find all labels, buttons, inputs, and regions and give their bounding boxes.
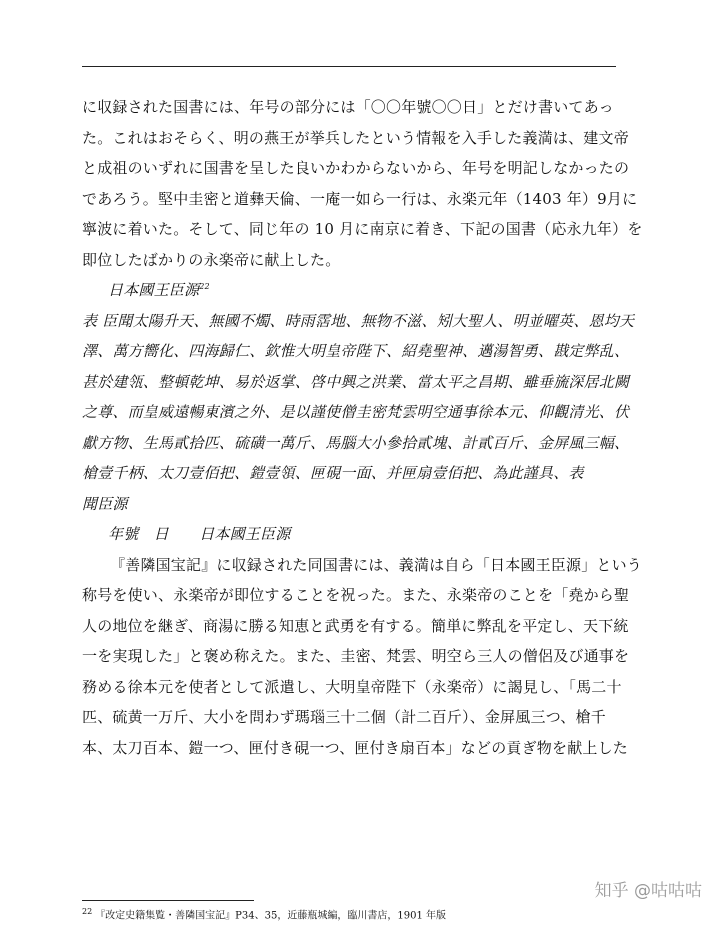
footnote-mark: 22 <box>82 907 93 916</box>
text-line-content: た。これはおそらく、明の燕王が挙兵したという情報を入手した義満は、建文帝 <box>82 128 629 147</box>
text-line <box>82 733 629 764</box>
text-line <box>82 397 630 428</box>
text-line <box>82 123 629 154</box>
text-line <box>82 92 622 123</box>
text-line-content: であろう。堅中圭密と道彝天倫、一庵一如ら一行は、永楽元年（1403 年）9月に <box>82 189 638 208</box>
text-line <box>82 672 622 703</box>
text-line-content: 匹、硫黄一万斤、大小を問わず瑪瑙三十二個（計二百斤）、金屏風三つ、槍千 <box>82 708 606 726</box>
footnote-reference: 22 <box>199 282 210 291</box>
text-line-content: 聞臣源 <box>82 494 128 513</box>
text-line <box>82 367 630 398</box>
text-line <box>82 519 622 550</box>
text-line <box>82 153 630 184</box>
text-line <box>82 336 630 367</box>
text-line-content: 一を実現した」と褒め称えた。また、圭密、梵雲、明空ら三人の僧侶及び通事を <box>82 647 630 665</box>
text-line-content: 即位したばかりの永楽帝に献上した。 <box>82 250 341 269</box>
footnote-text: 『改定史籍集覧・善隣国宝記』P34、35，近藤瓶城編，臨川書店，1901 年版 <box>95 910 446 922</box>
text-line-content: 本、太刀百本、鎧一つ、匣付き硯一つ、匣付き扇百本」などの貢ぎ物を献上した <box>82 738 629 757</box>
header-rule <box>82 66 616 67</box>
text-line <box>82 550 643 581</box>
text-line-content: 之尊、而皇威遠暢東濱之外、是以謹使僧圭密梵雲明空通事徐本元、仰觀清光、伏 <box>82 403 630 421</box>
document-body <box>82 92 643 763</box>
text-line <box>82 214 643 245</box>
text-line-content: 澤、萬方嚮化、四海歸仁、欽惟大明皇帝陛下、紹堯聖神、邁湯智勇、戡定弊乱、 <box>82 342 630 360</box>
text-line-content: 称号を使い、永楽帝が即位することを祝った。また、永楽帝のことを「堯から聖 <box>82 586 630 604</box>
text-line-content: と成祖のいずれに国書を呈した良いかわからないから、年号を明記しなかったの <box>82 159 630 177</box>
text-line-content: 槍壹千柄、太刀壹佰把、鎧壹領、匣硯一面、并匣扇壹佰把、為此謹具、表 <box>82 464 584 482</box>
text-line <box>82 641 630 672</box>
footnote-rule <box>82 900 254 901</box>
text-line-content: 獻方物、生馬貳拾匹、硫磺一萬斤、馬腦大小參拾貳塊、計貳百斤、金屏風三幅、 <box>82 433 630 452</box>
text-line-content: 務める徐本元を使者として派遣し、大明皇帝陛下（永楽帝）に謁見し、「馬二十 <box>82 677 622 696</box>
text-line <box>82 580 630 611</box>
text-line <box>82 702 622 733</box>
text-line-content: 年號 日 日本國王臣源 <box>108 525 291 543</box>
watermark: 知乎 @咕咕咕 <box>594 881 702 901</box>
text-line-content: 甚於建瓴、整頓乾坤、易於返掌、啓中興之洪業、當太平之昌期、雖垂旒深居北闕 <box>82 372 630 391</box>
text-line <box>82 428 630 459</box>
footnote <box>82 905 446 923</box>
text-line <box>82 611 629 642</box>
text-line <box>82 306 635 337</box>
text-line <box>82 275 622 306</box>
text-line <box>82 184 638 215</box>
text-line-content: 『善隣国宝記』に収録された同国書には、義満は自ら「日本國王臣源」という <box>110 555 643 574</box>
text-line <box>82 458 622 489</box>
text-line-content: 日本國王臣源 <box>108 281 200 299</box>
text-line-content: に収録された国書には、年号の部分には「〇〇年號〇〇日」とだけ書いてあっ <box>82 98 614 116</box>
text-line <box>82 489 622 520</box>
text-line-content: 表 臣聞太陽升天、無國不燭、時雨霑地、無物不滋、矧大聖人、明並曜英、恩均天 <box>82 311 635 330</box>
text-line <box>82 245 622 276</box>
text-line-content: 人の地位を継ぎ、商湯に勝る知恵と武勇を有する。簡単に弊乱を平定し、天下統 <box>82 616 629 635</box>
text-line-content: 寧波に着いた。そして、同じ年の 10 月に南京に着き、下記の国書（応永九年）を <box>82 220 643 238</box>
